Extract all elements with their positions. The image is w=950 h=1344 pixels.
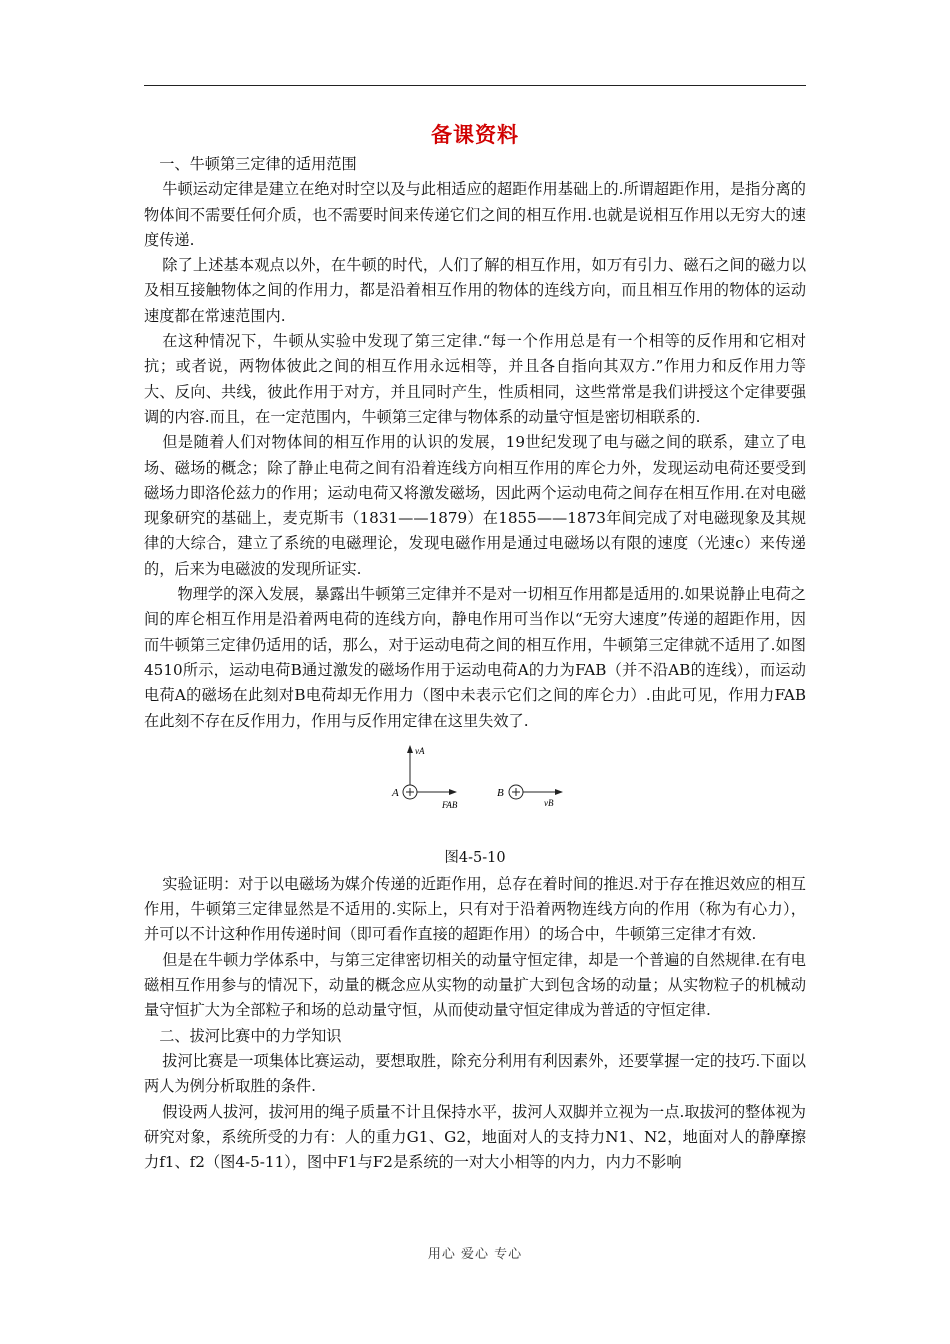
section-heading-1: 一、牛顿第三定律的适用范围 [159, 155, 357, 173]
label-b: B [497, 786, 504, 799]
paragraph: 假设两人拔河，拔河用的绳子质量不计且保持水平，拔河人双脚并立视为一点.取拔河的整体视为研究对象，系统所受的力有：人的重力G1、G2，地面对人的支持力N1、N2，地面对人的静摩擦力f1、f2（图4-5-11），图中F1与F2是系统的一对大小相等的内力，内力不影响 [144, 1102, 806, 1172]
page-title: 备课资料 [431, 122, 519, 147]
label-vb: vB [544, 797, 554, 808]
figure-4-5-10 [144, 736, 806, 848]
paragraph: 拔河比赛是一项集体比赛运动，要想取胜，除充分利用有利因素外，还要掌握一定的技巧.下面以两人为例分析取胜的条件. [144, 1051, 806, 1096]
figure-caption: 图4-5-10 [444, 849, 506, 866]
paragraph: 牛顿运动定律是建立在绝对时空以及与此相适应的超距作用基础上的.所谓超距作用，是指分离的物体间不需要任何介质，也不需要时间来传递它们之间的相互作用.也就是说相互作用以无穷大的速度传递. [144, 180, 806, 249]
paragraph: 除了上述基本观点以外，在牛顿的时代，人们了解的相互作用，如万有引力、磁石之间的磁力以及相互接触物体之间的作用力，都是沿着相互作用的物体的连线方向，而且相互作用的物体的运动速度都在常速范围内. [144, 256, 806, 325]
paragraph: 实验证明：对于以电磁场为媒介传递的近距作用，总存在着时间的推迟.对于存在推迟效应的相互作用，牛顿第三定律显然是不适用的.实际上，只有对于沿着两物连线方向的作用（称为有心力），并可以不计这种作用传递时间（即可看作直接的超距作用）的场合中，牛顿第三定律才有效. [144, 874, 806, 944]
page-footer: 用心 爱心 专心 [427, 1247, 523, 1262]
page-content [144, 120, 806, 1175]
charges-diagram [384, 740, 564, 845]
label-fab: FAB [442, 799, 458, 810]
label-va: vA [415, 745, 425, 756]
header-rule [144, 85, 806, 86]
paragraph: 但是随着人们对物体间的相互作用的认识的发展，19世纪发现了电与磁之间的联系，建立了电场、磁场的概念；除了静止电荷之间有沿着连线方向相互作用的库仑力外，发现运动电荷还要受到磁场力即洛伦兹力的作用；运动电荷又将激发磁场，因此两个运动电荷之间存在相互作用.在对电磁现象研究的基础上，麦克斯韦（1831——1879）在1855——1873年间完成了对电磁现象及其规律的大综合，建立了系统的电磁理论，发现电磁作用是通过电磁场以有限的速度（光速c）来传递的，后来为电磁波的发现所证实. [144, 433, 806, 578]
section-heading-2: 二、拔河比赛中的力学知识 [159, 1026, 342, 1045]
label-a: A [392, 786, 399, 799]
paragraph: 物理学的深入发展，暴露出牛顿第三定律并不是对一切相互作用都是适用的.如果说静止电荷之间的库仑相互作用是沿着两电荷的连线方向，静电作用可当作以“无穷大速度”传递的超距作用，因而牛顿第三定律仍适用的话，那么，对于运动电荷之间的相互作用，牛顿第三定律就不适用了.如图4510所示，运动电荷B通过激发的磁场作用于运动电荷A的力为FAB（并不沿AB的连线），而运动电荷A的磁场在此刻对B电荷却无作用力（图中未表示它们之间的库仑力）.由此可见，作用力FAB在此刻不存在反作用力，作用与反作用定律在这里失效了. [144, 585, 806, 730]
paragraph: 在这种情况下，牛顿从实验中发现了第三定律.“每一个作用总是有一个相等的反作用和它相对抗；或者说，两物体彼此之间的相互作用永远相等，并且各自指向其双方.”作用力和反作用力等大、反向、共线，彼此作用于对方，并且同时产生，性质相同，这些常常是我们讲授这个定律要强调的内容.而且，在一定范围内，牛顿第三定律与物体系的动量守恒是密切相联系的. [144, 332, 806, 426]
paragraph: 但是在牛顿力学体系中，与第三定律密切相关的动量守恒定律，却是一个普遍的自然规律.在有电磁相互作用参与的情况下，动量的概念应从实物的动量扩大到包含场的动量；从实物粒子的机械动量守恒扩大为全部粒子和场的总动量守恒，从而使动量守恒定律成为普适的守恒定律. [144, 950, 806, 1020]
